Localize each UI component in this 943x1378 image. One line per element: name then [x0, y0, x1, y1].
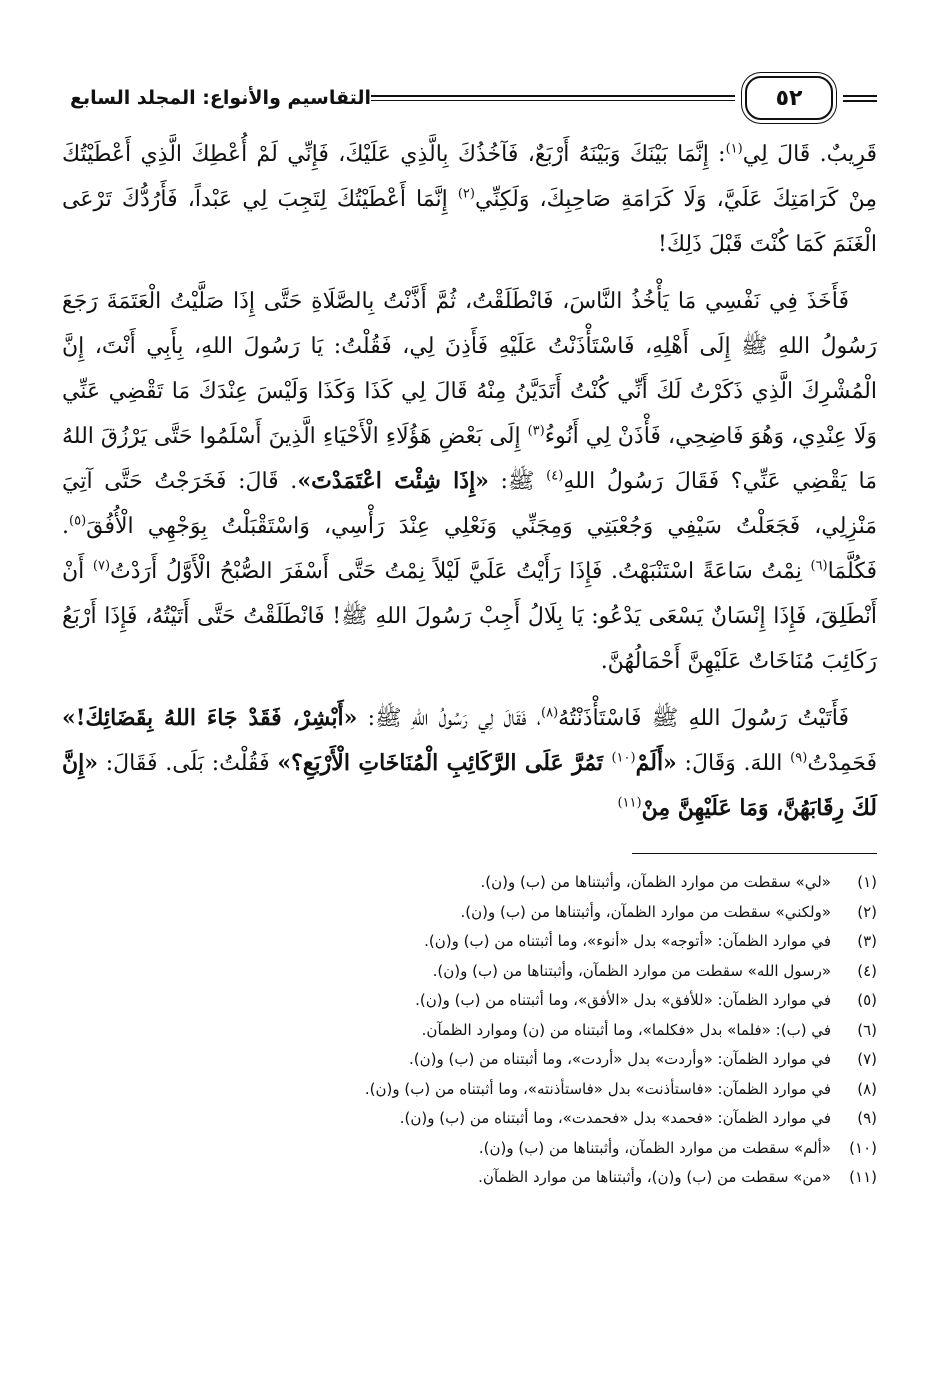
footnote-text: في موارد الظمآن: «أتوجه» بدل «أنوء»، وما أثبتناه من (ب) و(ن).	[424, 932, 831, 950]
footnote-text: «ألم» سقطت من موارد الظمآن، وأثبتناها من (ب) و(ن).	[478, 1138, 831, 1157]
text-run: ، فَقَالَ لِي رَسُولُ اللهِ ﷺ:	[357, 706, 541, 731]
paragraph	[62, 696, 877, 831]
footnote-text: في موارد الظمآن: «وأردت» بدل «أردت»، وما أثبتناه من (ب) و(ن).	[409, 1050, 831, 1068]
footnote-number: (١٠)	[849, 1138, 877, 1157]
text-run: : إِنَّمَا بَيْنَكَ وَبَيْنَهُ أَرْبَعٌ، فَآخُذُكَ بِالَّذِي عَلَيْكَ، فَإِنِّي لَمْ أُعْطِكَ الَّذِي أَعْطَيْتُكَ مِنْ كَرَامَتِكَ عَلَيَّ، وَلَا كَرَامَةِ صَاحِبِكَ، وَلَكِنِّي	[62, 142, 877, 212]
footnote-number: (٤)	[857, 961, 877, 980]
footnote-text: في (ب): «فلما» بدل «فكلما»، وما أثبتناه من (ن) وموارد الظمآن.	[421, 1020, 831, 1039]
footnote	[62, 1045, 877, 1075]
footnote-number: (١)	[857, 873, 877, 891]
text-run: أَنْ أَنْطَلِقَ، فَإِذَا إِنْسَانٌ يَسْعَى يَدْعُو: يَا بِلَالُ أَجِبْ رَسُولَ اللهِ ﷺ! فَانْطَلَقْتُ حَتَّى أَتَيْتُهُ، فَإِذَا أَرْبَعُ رَكَائِبَ مُنَاخَاتٌ عَلَيْهِنَّ أَحْمَالُهُنَّ.	[62, 559, 877, 674]
hadith-quote: «إِنَّ لَكَ رِقَابَهُنَّ، وَمَا عَلَيْهِنَّ مِنْ	[62, 750, 877, 821]
footnote	[62, 1075, 877, 1105]
text-run: إِلَى بَعْضِ هَؤُلَاءِ الْأَحْيَاءِ الَّذِينَ أَسْلَمُوا حَتَّى يَرْزُقَ اللهُ مَا يَقْضِي عَنِّي؟ فَقَالَ رَسُولُ اللهِ	[62, 424, 877, 494]
footnote	[62, 868, 877, 898]
footnote-number: (٧)	[857, 1050, 877, 1068]
footnote-reference: (٨)	[541, 705, 559, 721]
footnote-number: (٨)	[857, 1079, 877, 1098]
book-page	[62, 70, 877, 1193]
footnote-reference: (٤)	[546, 468, 564, 484]
footnote-reference: (٥)	[69, 513, 87, 529]
page-number-badge	[745, 76, 833, 120]
footnote-text: «ولكني» سقطت من موارد الظمآن، وأثبتناها من (ب) و(ن).	[460, 902, 831, 921]
footnote-reference: (٧)	[92, 558, 111, 574]
footnotes-list	[62, 868, 877, 1193]
header-short-rule	[843, 95, 877, 102]
footnote	[62, 1134, 877, 1164]
hadith-quote: «أَلَمْ	[635, 750, 677, 776]
footnote-number: (٣)	[857, 932, 877, 950]
footnote-reference: (٢)	[457, 186, 475, 202]
running-title: التقاسيم والأنواع: المجلد السابع	[70, 87, 372, 109]
footnote	[62, 1163, 877, 1193]
text-run: إِنَّمَا أَعْطَيْتُكَ لِتَجِبَ لِي عَبْداً، فَأَرُدُّكَ تَرْعَى الْغَنَمَ كَمَا كُنْتَ قَبْلَ ذَلِكَ!	[62, 187, 877, 257]
text-run: فَأَخَذَ فِي نَفْسِي مَا يَأْخُذُ النَّاسَ، فَانْطَلَقْتُ، ثُمَّ أَذَّنْتُ بِالصَّلَاةِ حَتَّى إِذَا صَلَّيْتُ الْعَتَمَةَ رَجَعَ رَسُولُ اللهِ ﷺ إِلَى أَهْلِهِ، فَاسْتَأْذَنْتُ عَلَيْهِ فَأَذِنَ لِي، فَقُلْتُ: يَا رَسُولَ اللهِ، بِأَبِي أَنْتَ، إِنَّ الْمُشْرِكَ الَّذِي ذَكَرْتُ لَكَ أَنِّي كُنْتُ أَتَدَيَّنُ مِنْهُ قَالَ لِي كَذَا وَكَذَا وَلَيْسَ عِنْدَكَ مَا تَقْضِي عَنِّي وَلَا عِنْدِي، وَهُوَ فَاضِحِي، فَأْذَنْ لِي أَنُوءُ	[62, 289, 877, 449]
footnote	[62, 986, 877, 1016]
text-run: فَأَتَيْتُ رَسُولَ اللهِ ﷺ فَاسْتَأْذَنْتُهُ	[558, 706, 849, 731]
footnote-number: (٢)	[857, 902, 877, 921]
footnote-separator	[632, 853, 877, 854]
footnote-reference: (١)	[725, 141, 743, 157]
text-run: . فَكُلَّمَا	[62, 514, 877, 584]
header-rule	[371, 95, 735, 101]
text-run: فَحَمِدْتُ	[807, 751, 878, 776]
footnote	[62, 898, 877, 928]
footnote-text: في موارد الظمآن: «فاستأذنت» بدل «فاستأذنته»، وما أثبتناه من (ب) و(ن).	[364, 1079, 831, 1098]
main-text	[62, 132, 877, 831]
footnote-reference: (١١)	[617, 795, 642, 811]
footnote-number: (٩)	[857, 1109, 877, 1127]
footnote-text: «رسول الله» سقطت من موارد الظمآن، وأثبتناها من (ب) و(ن).	[432, 961, 831, 980]
text-run: اللهَ. وَقَالَ:	[676, 751, 791, 776]
footnote-reference: (١٠)	[611, 750, 636, 766]
text-run: فَقُلْتُ: بَلَى. فَقَالَ:	[98, 751, 278, 776]
footnote	[62, 927, 877, 957]
paragraph	[62, 279, 877, 684]
hadith-quote: تَمُرَّ عَلَى الرَّكَائِبِ الْمُنَاخَاتِ الْأَرْبَعِ؟»	[277, 750, 612, 776]
text-run: قَرِيبٌ. قَالَ لِي	[742, 142, 877, 167]
page-header	[62, 70, 877, 126]
footnote-text: «لي» سقطت من موارد الظمآن، وأثبتناها من (ب) و(ن).	[480, 873, 831, 891]
footnote	[62, 957, 877, 987]
footnote-text: في موارد الظمآن: «فحمد» بدل «فحمدت»، وما أثبتناه من (ب) و(ن).	[399, 1109, 831, 1127]
hadith-quote: «أَبْشِرْ، فَقَدْ جَاءَ اللهُ بِقَضَائِكَ!»	[62, 705, 358, 731]
footnote	[62, 1104, 877, 1134]
text-run: ﷺ:	[488, 469, 547, 494]
footnote	[62, 1016, 877, 1046]
text-run: . قَالَ: فَخَرَجْتُ حَتَّى آتِيَ مَنْزِلِي، فَجَعَلْتُ سَيْفِي وَجُعْبَتِي وَمِجَنِّي وَنَعْلِي عِنْدَ رَأْسِي، وَاسْتَقْبَلْتُ بِوَجْهِي الْأُفُقَ	[62, 469, 877, 539]
paragraph	[62, 132, 877, 267]
footnote-number: (٥)	[857, 991, 877, 1009]
footnote-reference: (٦)	[810, 558, 828, 574]
footnote-text: في موارد الظمآن: «للأفق» بدل «الأفق»، وما أثبتناه من (ب) و(ن).	[415, 991, 831, 1009]
text-run: نِمْتُ سَاعَةً اسْتَنْبَهْتُ. فَإِذَا رَأَيْتُ عَلَيَّ لَيْلاً نِمْتُ حَتَّى أَسْفَرَ الصُّبْحُ الْأَوَّلُ أَرَدْتُ	[110, 559, 811, 584]
footnote-text: «من» سقطت من (ب) و(ن)، وأثبتناها من موارد الظمآن.	[478, 1168, 831, 1186]
footnote-reference: (٣)	[527, 423, 545, 439]
footnote-number: (٦)	[857, 1020, 877, 1039]
page-number: ٥٢	[775, 85, 803, 111]
hadith-quote: «إِذَا شِئْتَ اعْتَمَدْتَ»	[297, 468, 489, 494]
footnote-reference: (٩)	[790, 750, 808, 766]
footnote-number: (١١)	[849, 1168, 877, 1186]
